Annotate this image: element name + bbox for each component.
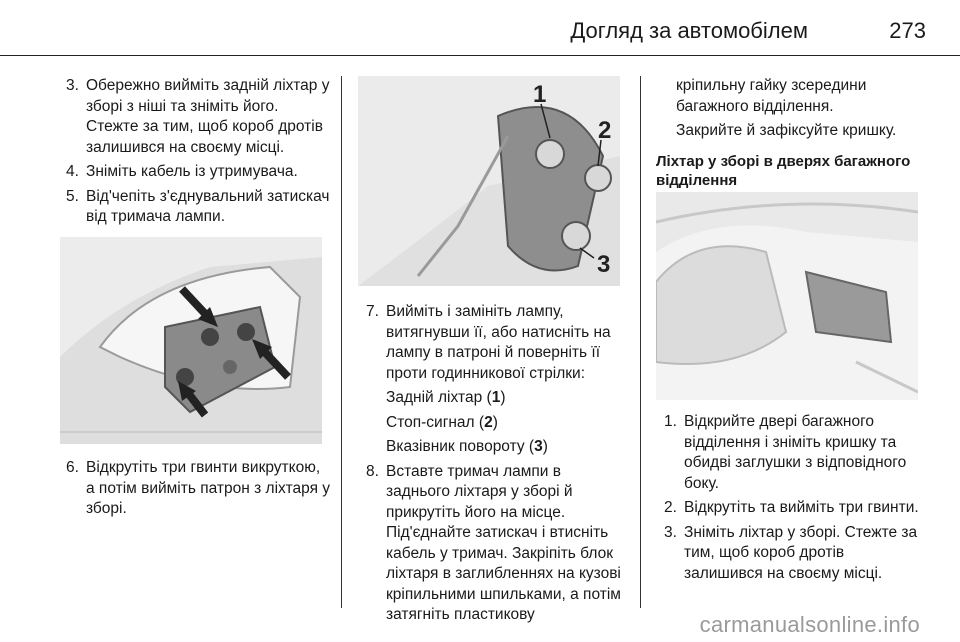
step-3: 3. Обережно вийміть задній ліхтар у зборі з ніші та зніміть його. Стежте за тим, щоб короб дротів залишився на своєму місці. — [66, 77, 330, 156]
close-cover-text: Закрийте й зафіксуйте кришку. — [676, 122, 897, 139]
column-divider-right — [640, 76, 641, 608]
tailgate-step-3: 3. Зніміть ліхтар у зборі. Стежте за тим, щоб короб дротів залишився на своєму місці. — [664, 523, 918, 582]
step-5: 5. Від'чепіть з'єднувальний затискач від тримача лампи. — [66, 187, 330, 225]
tailgate-step-2: 2. Відкрутіть та вийміть три гвинти. — [664, 499, 919, 516]
column-3-steps — [664, 412, 926, 588]
header-divider — [0, 55, 960, 56]
column-divider-left — [341, 76, 342, 608]
bulb-turn-signal: Вказівник повороту (3) — [386, 438, 548, 455]
step-6: 6. Відкрутіть три гвинти викруткою, а потім вийміть патрон з ліхтаря у зборі. — [66, 459, 331, 517]
bulb-holder-figure — [358, 76, 620, 286]
callout-2: 2 — [598, 117, 612, 144]
step-7: 7. Вийміть і замініть лампу, витягнувши її, або натисніть на лампу в патроні й поверніть її проти годинникової стрілки: — [366, 303, 611, 382]
callout-1: 1 — [533, 81, 547, 108]
bulb-brake-light: Стоп-сигнал (2) — [386, 413, 498, 431]
continuation-text: кріпильну гайку зсередини багажного відділення. — [676, 77, 867, 115]
section-heading-block — [656, 152, 926, 196]
step-4: 4. Зніміть кабель із утримувача. — [66, 163, 298, 180]
tailgate-figure — [656, 192, 918, 400]
tail-light-screws-figure — [60, 237, 322, 444]
callout-3: 3 — [597, 251, 611, 278]
column-1-top — [66, 76, 332, 232]
section-heading: Ліхтар у зборі в дверях багажного відділення — [656, 153, 911, 189]
tailgate-step-1: 1. Відкрийте двері багажного відділення і зніміть кришку та обидві заглушки з відповідного боку. — [664, 413, 907, 492]
bulb-tail-light: Задній ліхтар (1) — [386, 389, 506, 406]
column-3-top — [656, 76, 922, 146]
column-2-text — [366, 302, 628, 630]
step-8: 8. Вставте тримач лампи в заднього ліхтаря у зборі й прикрутіть його на місце. Під'єднайте затискач і втисніть кабель у тримач. Закріпіть блок ліхтаря в заглибленнях на кузові кріпильними шпильками, а потім затягніть пластикову — [366, 462, 621, 623]
watermark-text: carmanualsonline.info — [699, 612, 920, 637]
page-title: Догляд за автомобілем — [570, 18, 808, 43]
page-number: 273 — [889, 18, 926, 43]
column-1-bottom — [66, 458, 332, 524]
